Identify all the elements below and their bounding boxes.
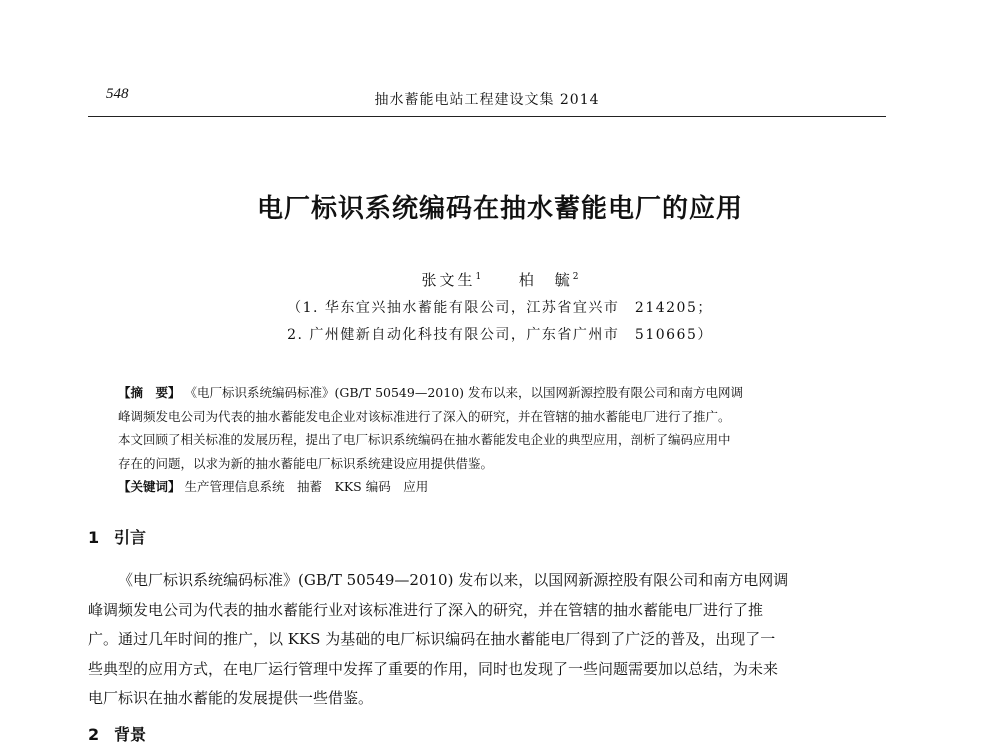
journal-title: 抽水蓄能电站工程建设文集 2014 xyxy=(374,92,600,108)
abstract-line: 峰调频发电公司为代表的抽水蓄能发电企业对该标准进行了深入的研究，并在管辖的抽水蓄能电厂进行了推广。 xyxy=(118,408,731,424)
section-heading xyxy=(88,525,146,548)
author-name: 柏 毓 xyxy=(518,271,573,289)
page-number: 548 xyxy=(106,86,129,102)
author-line xyxy=(0,269,1000,290)
paragraph-text: 《电厂标识系统编码标准》(GB/T 50549—2010) 发布以来，以国网新源控股有限公司和南方电网调 峰调频发电公司为代表的抽水蓄能行业对该标准进行了深入的研究，并在管辖的抽水蓄能电厂进行了推 广。通过几年时间的推广，以 KKS 为基础的电厂标识编码在抽水蓄能电厂得到了广泛的普及，出现了一 些典型的应用方式，在电厂运行管理中发挥了重要的作用，同时也发现了一些问题需要加以总结，为未来 电厂标识在抽水蓄能的发展提供一些借鉴。 xyxy=(88,571,789,707)
keywords-text: 生产管理信息系统 抽蓄 KKS 编码 应用 xyxy=(184,479,429,494)
section-heading xyxy=(88,722,146,745)
abstract-line: 本文回顾了相关标准的发展历程，提出了电厂标识系统编码在抽水蓄能发电企业的典型应用，剖析了编码应用中 xyxy=(118,432,731,447)
article-title: 电厂标识系统编码在抽水蓄能电厂的应用 xyxy=(256,194,743,224)
section-title: 背景 xyxy=(114,725,147,744)
abstract-label: 【摘 要】 xyxy=(118,385,181,400)
author-affiliation-mark: 1 xyxy=(475,272,482,282)
section-number: 1 xyxy=(88,528,100,547)
author-affiliation-mark: 2 xyxy=(572,272,579,282)
abstract-line xyxy=(118,381,858,405)
affiliation-line: 2. 广州健新自动化科技有限公司，广东省广州市 510665） xyxy=(287,327,713,343)
keywords-label: 【关键词】 xyxy=(118,479,181,494)
running-header xyxy=(88,86,886,117)
section-number: 2 xyxy=(88,725,100,744)
author-name: 张文生 xyxy=(421,271,476,289)
intro-paragraph xyxy=(88,566,888,714)
abstract xyxy=(118,381,858,499)
section-title: 引言 xyxy=(114,528,147,547)
affiliation-line: （1. 华东宜兴抽水蓄能有限公司，江苏省宜兴市 214205； xyxy=(287,300,713,316)
abstract-line: 存在的问题，以求为新的抽水蓄能电厂标识系统建设应用提供借鉴。 xyxy=(118,455,494,471)
abstract-text: 《电厂标识系统编码标准》(GB/T 50549—2010) 发布以来，以国网新源控股有限公司和南方电网调 xyxy=(184,385,743,400)
keywords-line xyxy=(118,475,858,499)
